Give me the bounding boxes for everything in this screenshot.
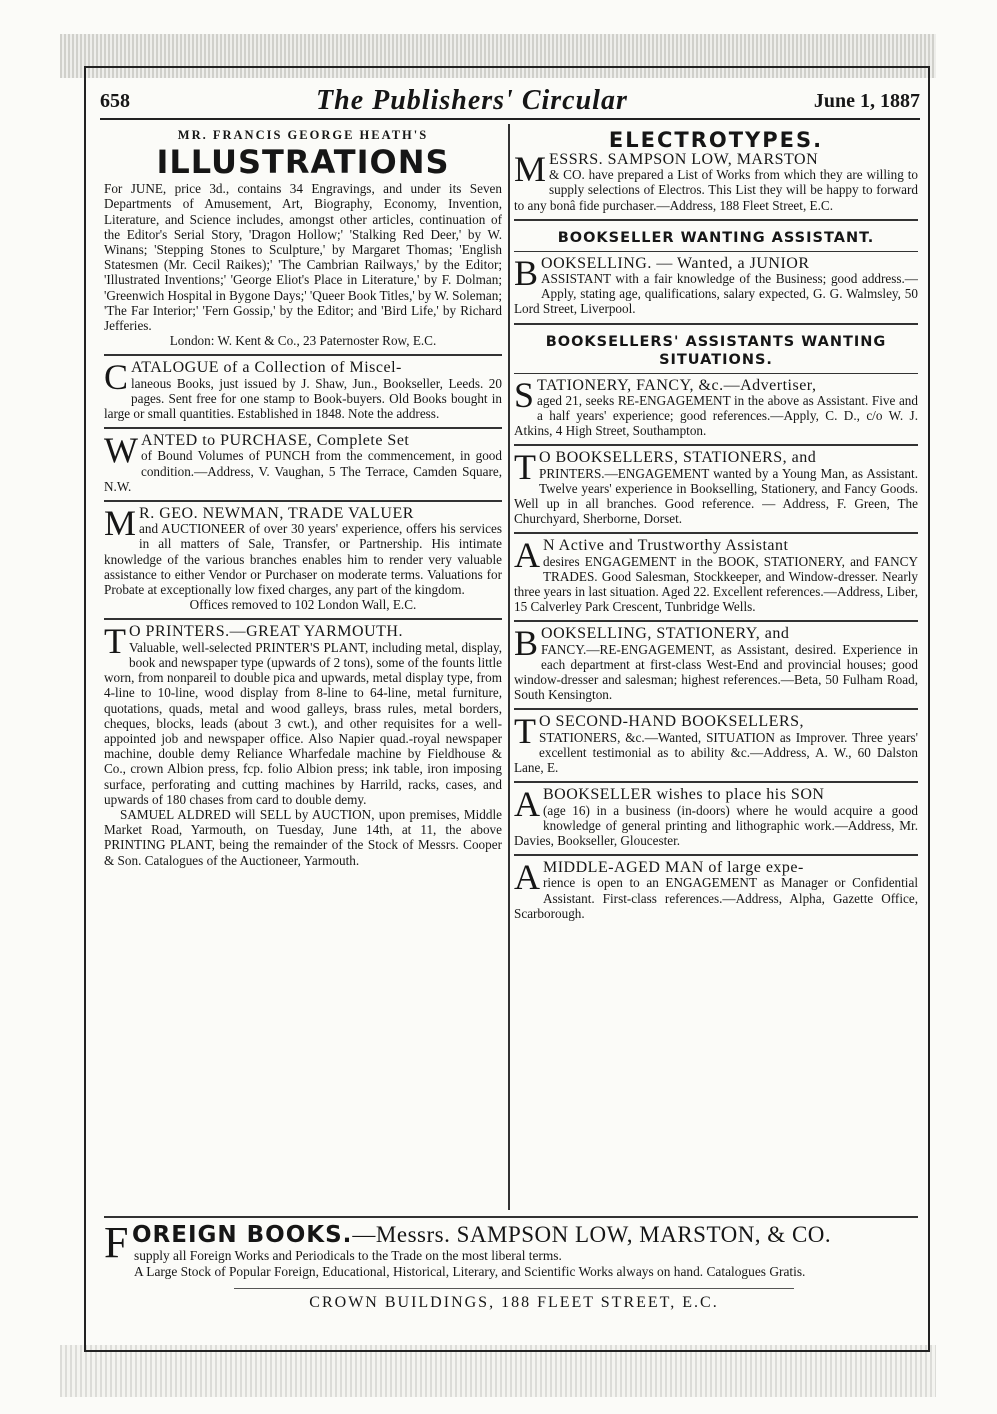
ad-body: of Bound Volumes of PUNCH from the commencement, in good condition.—Address, V. Vaughan, 5 The Terrace, Camden Square, N.W. [104, 448, 502, 494]
ad-body: PRINTERS.—ENGAGEMENT wanted by a Young Man, as Assistant. Twelve years' experience in Bookselling, Stationery, and Fancy Goods. Well up in all branches. Good reference. — Address, F. Green, The Churchyard, Sherborne, Dorset. [514, 465, 918, 527]
section-heading-wanting-assistant: BOOKSELLER WANTING ASSISTANT. [514, 221, 918, 252]
footer-address: CROWN BUILDINGS, 188 FLEET STREET, E.C. [234, 1288, 794, 1311]
drop-cap: C [104, 357, 129, 398]
ad-lead: ATALOGUE of a Collection of Miscel- [131, 359, 402, 377]
drop-cap: B [514, 252, 539, 293]
scan-noise-bottom [60, 1345, 936, 1397]
ad-catalogue [104, 356, 502, 429]
ad-title: ELECTROTYPES. [608, 128, 824, 152]
ad-bookseller-son [514, 783, 918, 856]
ad-printers-yarmouth [104, 620, 502, 873]
ad-body: For JUNE, price 3d., contains 34 Engravings, and under its Seven Departments of Amusement, Art, Biography, Economy, Invention, Literature, and Science includes, amongst other articles, continuation of the Editor's Serial Story, 'Dragon Hollow;' 'Stalking Red Deer,' by W. Winans; 'Stepping Stones to Sculpture,' by Margaret Thomas; 'English Statesmen (Mr. Cecil Raikes);' 'The Cambrian Railways,' by the Editor; 'Illustrated Inventions;' 'George Eliot's Place in Literature,' by F. Dolman; 'Greenwich Hospital in Bygone Days;' 'Queer Book Titles,' by W. Soleman; 'The Far Interior;' 'Fern Gossip,' by the Editor; and 'Bird Life,' by Richard Jefferies. [104, 181, 502, 334]
drop-cap: W [104, 430, 138, 471]
ad-body: & CO. have prepared a List of Works from which they are willing to supply selections of Electros. This List they will be happy to forward to any bonâ fide purchaser.—Address, 188 Fleet Street, E.C. [514, 167, 918, 213]
drop-cap: T [514, 447, 536, 488]
ad-lead: OOKSELLING, STATIONERY, and [541, 625, 790, 643]
drop-cap: T [104, 621, 126, 662]
ad-body: FANCY.—RE-ENGAGEMENT, as Assistant, desired. Experience in each department at first-class West-End and provincial houses; good window-dresser and salesman; highest references.—Beta, 50 Fulham Road, South Kensington. [514, 641, 918, 703]
ad-lead: R. GEO. NEWMAN, TRADE VALUER [139, 505, 414, 523]
ad-lead: ANTED to PURCHASE, Complete Set [140, 432, 410, 450]
ad-newman [104, 502, 502, 620]
ad-stationery-fancy [514, 374, 918, 447]
ad-electrotypes [514, 124, 918, 221]
ad-body: STATIONERS, &c.—Wanted, SITUATION as Improver. Three years' excellent testimonial as to ability &c.—Address, A. W., 60 Dalston Lane, E. [514, 729, 918, 776]
left-column [104, 124, 502, 1210]
drop-cap: M [514, 149, 547, 189]
ad-active-assistant [514, 534, 918, 622]
ad-body: desires ENGAGEMENT in the BOOK, STATIONERY, and FANCY TRADES. Good Salesman, Stockkeeper, and Window-dresser. Nearly three years in last situation. Aged 22. Excellent references.—Address, Liber, 15 Calverley Park Crescent, Tunbridge Wells. [514, 553, 918, 615]
ad-lead: O BOOKSELLERS, STATIONERS, and [539, 449, 817, 467]
ad-to-booksellers [514, 446, 918, 534]
page-header [100, 84, 920, 120]
page-title: The Publishers' Circular [316, 85, 628, 116]
right-column [514, 124, 918, 1210]
drop-cap: B [514, 623, 539, 664]
drop-cap: A [514, 535, 540, 576]
drop-cap: A [514, 784, 540, 825]
ad-bookselling-stationery [514, 622, 918, 710]
ad-lead: O SECOND-HAND BOOKSELLERS, [539, 713, 805, 731]
ad-lead: MIDDLE-AGED MAN of large expe- [543, 859, 804, 877]
ad-body: Valuable, well-selected PRINTER'S PLANT, including metal, display, book and newspaper type (upwards of 2 tons), some of the founts little worn, from nonpareil to double pica and upwards, metal display type, from 4-line to 10-line, wood display from 8-line to 64-line, metal furniture, quotations, quads, metal and wood galleys, brass rules, metal borders, cheques, blocks, leads (about 3 cwt.), and other requisites for a well-appointed job and newspaper office. Also Napier quad.-royal newspaper machine, double demy Reliance Wharfedale machine by Fieldhouse & Co., crown Albion press, fcp. folio Albion press; ink table, iron imposing surface, perforating and cutting machines by Harrild, racks, cases, and upwards of 180 chases from card to double demy. [104, 639, 502, 807]
drop-cap: A [514, 857, 540, 898]
footer-line-1: supply all Foreign Works and Periodicals to the Trade on the most liberal terms. [134, 1248, 562, 1263]
ad-body: aged 21, seeks RE-ENGAGEMENT in the above as Assistant. Five and a half years' experience; good references.—Apply, C. D., c/o W. J. Atkins, 4 High Street, Southampton. [514, 392, 918, 439]
ad-lead: OOKSELLING. — Wanted, a JUNIOR [541, 254, 810, 272]
drop-cap: S [514, 374, 535, 415]
ad-body: rience is open to an ENGAGEMENT as Manager or Confidential Assistant. First-class references.—Address, Alpha, Gazette Office, Scarborough. [514, 875, 918, 921]
ad-body: and AUCTIONEER of over 30 years' experience, offers his services in all matters of Sale, Transfer, or Partnership. His intimate knowledge of the various branches enables him to render very valuable assistance to either Vendor or Purchaser on moderate terms. Valuations for Probate at exceptionally low fixed charges, any part of the kingdom. [104, 521, 502, 598]
ad-heading: MR. FRANCIS GEORGE HEATH'S [177, 128, 429, 142]
ad-bookselling-junior [514, 252, 918, 325]
ad-heath-illustrations [104, 124, 502, 356]
ad-body: laneous Books, just issued by J. Shaw, Jun., Bookseller, Leeds. 20 pages. Sent free for one stamp to Book-buyers. Old Books bought in large or small quantities. Established in 1848. Note the address. [104, 375, 502, 422]
ad-body: (age 16) in a business (in-doors) where he would acquire a good knowledge of general printing and lithographic work.—Address, Mr. Davies, Bookseller, Gloucester. [514, 802, 918, 848]
issue-date: June 1, 1887 [813, 89, 920, 112]
ad-wanted-punch [104, 429, 502, 502]
ad-title: ILLUSTRATIONS [156, 143, 450, 182]
ad-auction: SAMUEL ALDRED will SELL by AUCTION, upon premises, Middle Market Road, Yarmouth, on Tuesday, June 14th, at 11, the above PRINTING PLANT, being the remainder of the Stock of Messrs. Cooper & Son. Catalogues of the Auctioneer, Yarmouth. [104, 806, 502, 868]
ad-publisher: London: W. Kent & Co., 23 Paternoster Row, E.C. [169, 333, 437, 349]
ad-second-hand [514, 710, 918, 783]
ad-body: ASSISTANT with a fair knowledge of the Business; good address.—Apply, stating age, qualifications, salary expected, G. G. Walmsley, 50 Lord Street, Liverpool. [514, 271, 918, 317]
page-number: 658 [100, 89, 130, 112]
ad-foreign-books [104, 1216, 918, 1338]
ad-lead: TATIONERY, FANCY, &c.—Advertiser, [537, 376, 817, 394]
footer-line-2: A Large Stock of Popular Foreign, Educational, Historical, Literary, and Scientific Works always on hand. Catalogues Gratis. [134, 1264, 806, 1279]
drop-cap: M [104, 503, 137, 544]
column-divider [508, 124, 510, 1210]
ad-lead: O PRINTERS.—GREAT YARMOUTH. [129, 623, 403, 641]
ad-middle-aged [514, 856, 918, 927]
drop-cap: F [104, 1218, 129, 1267]
ad-lead: N Active and Trustworthy Assistant [543, 537, 789, 555]
ad-lead: BOOKSELLER wishes to place his SON [543, 786, 825, 804]
footer-title-rest: —Messrs. SAMPSON LOW, MARSTON, & CO. [352, 1222, 832, 1247]
footer-title: OREIGN BOOKS. [131, 1222, 353, 1248]
drop-cap: T [514, 711, 536, 752]
ad-lead: ESSRS. SAMPSON LOW, MARSTON [549, 151, 819, 168]
ad-offices: Offices removed to 102 London Wall, E.C. [189, 597, 417, 613]
section-heading-wanting-situations: BOOKSELLERS' ASSISTANTS WANTING SITUATIONS. [514, 325, 918, 374]
